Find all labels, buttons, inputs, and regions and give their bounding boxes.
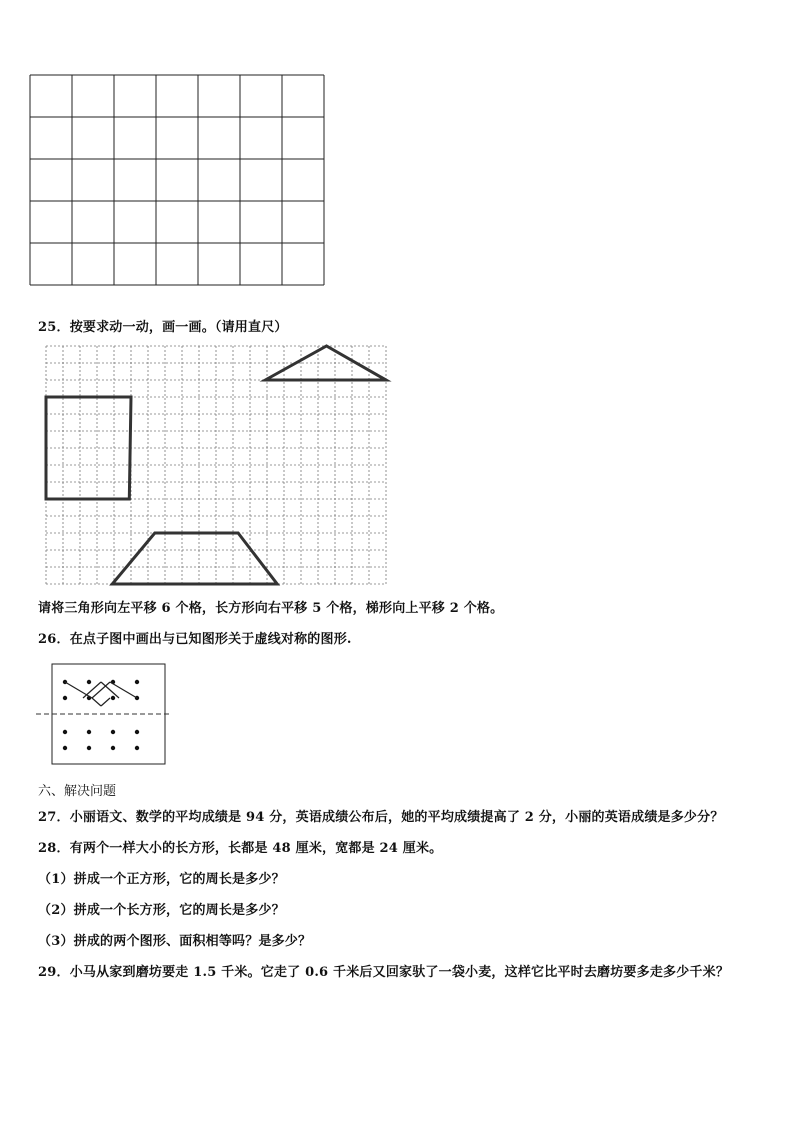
dot	[63, 730, 67, 734]
dot	[111, 696, 115, 700]
q25-prompt: 25．按要求动一动，画一画。（请用直尺）	[38, 320, 288, 335]
figure-segment	[65, 682, 92, 698]
dot	[135, 680, 139, 684]
trapezoid-shape	[112, 533, 277, 584]
dot	[63, 746, 67, 750]
q28-text: 28．有两个一样大小的长方形，长都是 48 厘米，宽都是 24 厘米。	[38, 841, 443, 856]
q26-prompt: 26．在点子图中画出与已知图形关于虚线对称的图形.	[38, 632, 352, 647]
q25-instruction: 请将三角形向左平移 6 个格，长方形向右平移 5 个格，梯形向上平移 2 个格。	[38, 601, 504, 616]
dot	[111, 730, 115, 734]
figure-segment	[92, 698, 101, 706]
dot	[87, 746, 91, 750]
figure-segment	[110, 682, 137, 698]
q28-sub1: （1）拼成一个正方形，它的周长是多少？	[38, 872, 285, 887]
dot	[135, 746, 139, 750]
blank-answer-grid	[29, 74, 329, 290]
q28-sub2: （2）拼成一个长方形，它的周长是多少？	[38, 903, 285, 918]
dot	[63, 696, 67, 700]
q27-text: 27．小丽语文、数学的平均成绩是 94 分，英语成绩公布后，她的平均成绩提高了 2 分，小丽的英语成绩是多少分？	[38, 810, 724, 825]
figure-segment	[101, 698, 110, 706]
figure-segment	[101, 682, 119, 698]
dot	[87, 730, 91, 734]
q29-text: 29．小马从家到磨坊要走 1.5 千米。它走了 0.6 千米后又回家驮了一袋小麦，这样它比平时去磨坊要多走多少千米？	[38, 965, 730, 980]
translation-grid	[40, 340, 390, 590]
figure-segment	[92, 682, 110, 698]
section-title: 六、解决问题	[38, 784, 117, 799]
figure-segment	[83, 682, 101, 698]
dot	[111, 746, 115, 750]
dot-symmetry-figure	[36, 662, 206, 772]
q28-sub3: （3）拼成的两个图形、面积相等吗？是多少？	[38, 934, 312, 949]
dot	[135, 730, 139, 734]
dot	[87, 680, 91, 684]
